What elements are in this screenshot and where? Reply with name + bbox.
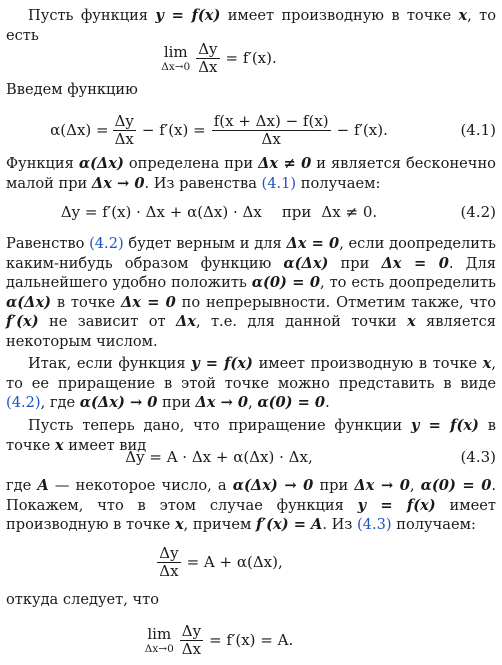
equation-ratio: $\frac{\Delta y}{\Delta x}$ = A + α(Δx),: [159, 543, 283, 580]
equation-ref-4-2[interactable]: (4.2): [89, 235, 124, 252]
equation-limit-definition: lim Δx→0 $\frac{\Delta y}{\Delta x}$ = f′(x).: [161, 39, 277, 76]
paragraph-derivative-assumption: Пусть функция y = f(x) имеет производную в точке x, то есть: [6, 7, 496, 44]
equation-4-2: Δy = f′(x) · Δx + α(Δx) · Δx при Δx ≠ 0. (4.2): [60, 203, 496, 221]
paragraph-infinitesimal: Функция α(Δx) определена при Δx ≠ 0 и является бесконечно малой при Δx → 0. Из равенства (4.1) получаем:: [6, 155, 496, 192]
equation-ref-4-1[interactable]: (4.1): [261, 174, 297, 192]
paragraph-therefore: откуда следует, что: [6, 591, 160, 608]
paragraph-converse: Пусть теперь дано, что приращение функции y = f(x) в точке x имеет вид: [6, 417, 496, 454]
equation-4-1: α(Δx) = $\frac{\Delta y}{\Delta x}$ − f′(x) = $\frac{f(x + \Delta x) - f(x)}{\Delta x}$ − f′(x). (4.1): [50, 111, 496, 148]
equation-number-4-2: (4.2): [460, 203, 496, 221]
paragraph-introduce-function: Введем функцию: [6, 81, 138, 98]
equation-4-3: Δy = A · Δx + α(Δx) · Δx, (4.3): [125, 448, 496, 466]
equation-ref-4-2-second[interactable]: (4.2): [6, 394, 41, 412]
paragraph-extension: Равенство (4.2) будет верным и для Δx = 0, если доопределить каким-нибудь образом функцию α(Δx) при Δx = 0. Для дальнейшего удобно положить α(0) = 0, то есть доопределить α(Δx) в точке Δx = 0 по непрерывности. Отметим также, что f′(x) не зависит от Δx, т.е. для данной точки x является некоторым числом.: [6, 235, 497, 350]
equation-limit-result: lim Δx→0 $\frac{\Delta y}{\Delta x}$ = f′(x) = A.: [144, 621, 294, 658]
paragraph-proof: где A — некоторое число, а α(Δx) → 0 при Δx → 0, α(0) = 0. Покажем, что в этом случае функция y = f(x) имеет производную в точке x, причем f′(x) = A. Из (4.3) получаем:: [6, 477, 496, 534]
paragraph-conclusion: Итак, если функция y = f(x) имеет производную в точке x, то ее приращение в этой точке можно представить в виде (4.2), где α(Δx) → 0 при Δx → 0, α(0) = 0.: [6, 355, 496, 412]
equation-number-4-1: (4.1): [460, 121, 496, 139]
equation-ref-4-3[interactable]: (4.3): [356, 516, 392, 534]
equation-number-4-3: (4.3): [460, 448, 496, 466]
